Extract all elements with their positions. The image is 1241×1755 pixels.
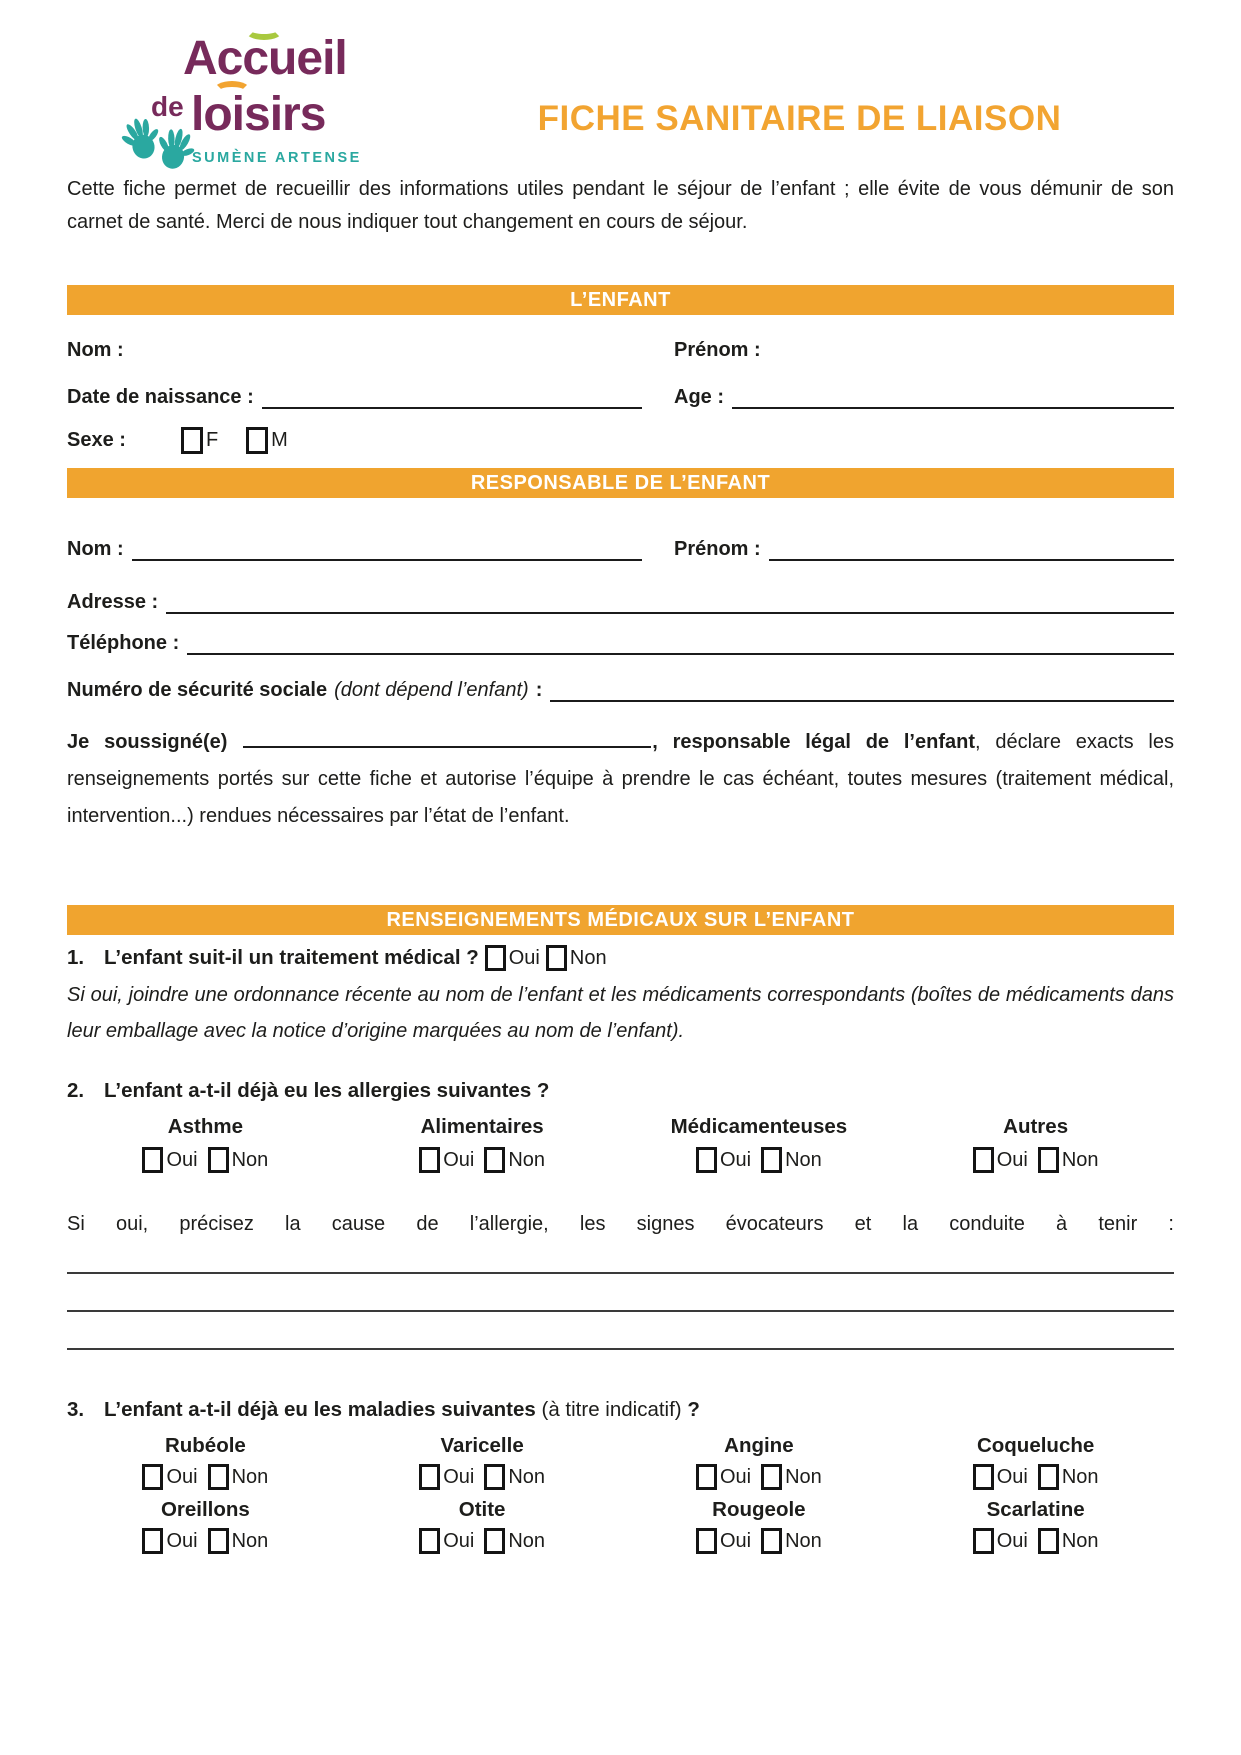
oui-label: Oui: [996, 1465, 1028, 1488]
non-label: Non: [508, 1148, 546, 1171]
maladie-header-varicelle: Varicelle: [440, 1434, 524, 1457]
logo-word-de: de: [151, 91, 184, 122]
oui-label: Oui: [166, 1465, 198, 1488]
q1-oui-checkbox[interactable]: [485, 945, 506, 971]
allergy-header-asthme: Asthme: [167, 1115, 243, 1138]
oui-label: Oui: [443, 1529, 475, 1552]
rubeole-oui-checkbox[interactable]: [142, 1464, 163, 1490]
question-2: [67, 1079, 1174, 1103]
allergy-header-alimentaires: Alimentaires: [420, 1115, 544, 1138]
row-enfant-nom-prenom: [67, 339, 1174, 362]
question-3-paren: (à titre indicatif): [541, 1398, 682, 1421]
medicamenteuses-non-checkbox[interactable]: [761, 1147, 782, 1173]
q1-non-label: Non: [569, 946, 607, 969]
hands-icon: [119, 109, 197, 173]
logo-word-loisirs: loisirs: [191, 88, 326, 141]
sexe-f-checkbox[interactable]: [181, 427, 203, 454]
varicelle-oui-checkbox[interactable]: [419, 1464, 440, 1490]
scarlatine-oui-checkbox[interactable]: [973, 1528, 994, 1554]
otite-oui-checkbox[interactable]: [419, 1528, 440, 1554]
maladie-header-rubeole: Rubéole: [164, 1434, 246, 1457]
non-label: Non: [231, 1529, 269, 1552]
allergy-header-medicamenteuses: Médicamenteuses: [670, 1115, 848, 1138]
responsable-nom-label: Nom :: [67, 538, 124, 560]
logo-subtitle: SUMÈNE ARTENSE: [192, 150, 362, 166]
responsable-telephone-input-line[interactable]: [187, 632, 1174, 655]
row-responsable-secu: [67, 679, 1174, 702]
non-label: Non: [231, 1148, 269, 1171]
soussigne-name-input-line[interactable]: [243, 746, 651, 748]
row-responsable-telephone: [67, 632, 1174, 655]
accueil-de-loisirs-logo: [125, 25, 425, 167]
maladies-header-row-2: [67, 1498, 1174, 1522]
responsable-adresse-label: Adresse :: [67, 591, 159, 613]
page-title: FICHE SANITAIRE DE LIAISON: [537, 99, 1062, 138]
oreillons-non-checkbox[interactable]: [208, 1528, 229, 1554]
non-label: Non: [785, 1148, 822, 1171]
question-1-text: L’enfant suit-il un traitement médical ?: [104, 946, 479, 969]
maladies-header-row-1: [67, 1434, 1174, 1458]
oui-label: Oui: [996, 1529, 1028, 1552]
oui-label: Oui: [166, 1529, 198, 1552]
allergy-details-line-1[interactable]: [67, 1272, 1174, 1274]
question-2-number: 2.: [67, 1079, 85, 1102]
oui-label: Oui: [719, 1465, 752, 1488]
oui-label: Oui: [166, 1148, 198, 1171]
enfant-nom-label: Nom :: [67, 339, 124, 361]
declaration-paragraph: [67, 724, 1174, 835]
oui-label: Oui: [719, 1529, 752, 1552]
maladies-checkbox-row-1: [67, 1464, 1174, 1490]
section-banner-medical: RENSEIGNEMENTS MÉDICAUX SUR L’ENFANT: [67, 905, 1174, 935]
otite-non-checkbox[interactable]: [484, 1528, 505, 1554]
coqueluche-oui-checkbox[interactable]: [973, 1464, 994, 1490]
question-1: [67, 945, 1174, 971]
enfant-age-label: Age :: [674, 386, 724, 408]
logo-green-breve-icon: [245, 21, 283, 40]
row-responsable-adresse: [67, 591, 1174, 614]
non-label: Non: [508, 1529, 546, 1552]
responsable-secu-note: (dont dépend l’enfant): [334, 679, 529, 701]
enfant-naissance-label: Date de naissance :: [67, 386, 254, 408]
soussigne-prefix: Je soussigné(e): [67, 731, 228, 753]
q1-non-checkbox[interactable]: [546, 945, 567, 971]
responsable-prenom-label: Prénom :: [674, 538, 761, 560]
asthme-oui-checkbox[interactable]: [142, 1147, 163, 1173]
enfant-age-input-line[interactable]: [732, 386, 1174, 409]
allergies-checkbox-row: [67, 1147, 1174, 1173]
rougeole-non-checkbox[interactable]: [761, 1528, 782, 1554]
allergy-header-autres: Autres: [1003, 1115, 1069, 1138]
row-enfant-sexe: [67, 427, 1174, 454]
alimentaires-oui-checkbox[interactable]: [419, 1147, 440, 1173]
soussigne-bold: , responsable légal de l’enfant: [652, 731, 975, 753]
section-banner-responsable: RESPONSABLE DE L’ENFANT: [67, 468, 1174, 498]
sexe-m-checkbox[interactable]: [246, 427, 268, 454]
question-2-text: L’enfant a-t-il déjà eu les allergies suivantes ?: [104, 1079, 550, 1102]
autres-non-checkbox[interactable]: [1038, 1147, 1059, 1173]
responsable-telephone-label: Téléphone :: [67, 632, 180, 654]
non-label: Non: [508, 1465, 546, 1488]
maladie-header-oreillons: Oreillons: [160, 1498, 250, 1521]
allergy-details-line-3[interactable]: [67, 1348, 1174, 1350]
responsable-secu-label: Numéro de sécurité sociale: [67, 679, 328, 701]
angine-oui-checkbox[interactable]: [696, 1464, 717, 1490]
enfant-sexe-label: Sexe :: [67, 429, 126, 451]
question-1-note: Si oui, joindre une ordonnance récente au nom de l’enfant et les médicaments correspondants (boîtes de médicaments dans leur emballage avec la notice d’origine marquées au nom de l’enfant).: [67, 984, 1174, 1042]
sexe-f-label: F: [205, 429, 219, 451]
oreillons-oui-checkbox[interactable]: [142, 1528, 163, 1554]
maladie-header-rougeole: Rougeole: [712, 1498, 806, 1521]
allergy-details-line-2[interactable]: [67, 1310, 1174, 1312]
maladie-header-coqueluche: Coqueluche: [976, 1434, 1095, 1457]
responsable-secu-colon: :: [535, 679, 543, 701]
intro-paragraph: Cette fiche permet de recueillir des informations utiles pendant le séjour de l’enfant ; elle évite de vous démunir de son carnet de santé. Merci de nous indiquer tout changement en cours de séjour.: [67, 178, 1174, 233]
maladie-header-otite: Otite: [458, 1498, 506, 1521]
logo-orange-arc-icon: [213, 81, 251, 101]
enfant-prenom-label: Prénom :: [674, 339, 761, 361]
alimentaires-non-checkbox[interactable]: [484, 1147, 505, 1173]
section-banner-enfant: L’ENFANT: [67, 285, 1174, 315]
maladies-checkbox-row-2: [67, 1528, 1174, 1554]
question-3-number: 3.: [67, 1398, 85, 1421]
non-label: Non: [785, 1465, 822, 1488]
angine-non-checkbox[interactable]: [761, 1464, 782, 1490]
row-responsable-nom-prenom: [67, 538, 1174, 561]
question-1-number: 1.: [67, 946, 85, 969]
maladie-header-scarlatine: Scarlatine: [986, 1498, 1085, 1521]
logo-word-accueil: Accueil: [183, 32, 347, 85]
question-3-text: L’enfant a-t-il déjà eu les maladies suivantes: [104, 1398, 536, 1421]
allergies-header-row: [67, 1115, 1174, 1139]
question-3-qmark: ?: [687, 1398, 700, 1421]
non-label: Non: [1061, 1465, 1099, 1488]
medicamenteuses-oui-checkbox[interactable]: [696, 1147, 717, 1173]
question-2-note: Si oui, précisez la cause de l’allergie, les signes évocateurs et la conduite à tenir :: [67, 1213, 1174, 1235]
non-label: Non: [1061, 1148, 1099, 1171]
soussigne-rest: , déclare exacts les renseignements portés sur cette fiche et autorise l’équipe à prendre le cas échéant, toutes mesures (traitement médical, intervention...) rendues nécessaires par l’état de l’enfant.: [67, 731, 1174, 827]
oui-label: Oui: [719, 1148, 752, 1171]
non-label: Non: [785, 1529, 822, 1552]
responsable-nom-input-line[interactable]: [132, 538, 642, 561]
asthme-non-checkbox[interactable]: [208, 1147, 229, 1173]
enfant-naissance-input-line[interactable]: [262, 386, 642, 409]
header: [67, 25, 1174, 167]
q1-oui-label: Oui: [508, 946, 540, 969]
rougeole-oui-checkbox[interactable]: [696, 1528, 717, 1554]
oui-label: Oui: [996, 1148, 1028, 1171]
non-label: Non: [1061, 1529, 1099, 1552]
autres-oui-checkbox[interactable]: [973, 1147, 994, 1173]
responsable-prenom-input-line[interactable]: [769, 538, 1174, 561]
rubeole-non-checkbox[interactable]: [208, 1464, 229, 1490]
scarlatine-non-checkbox[interactable]: [1038, 1528, 1059, 1554]
coqueluche-non-checkbox[interactable]: [1038, 1464, 1059, 1490]
responsable-secu-input-line[interactable]: [550, 679, 1174, 702]
oui-label: Oui: [443, 1465, 475, 1488]
varicelle-non-checkbox[interactable]: [484, 1464, 505, 1490]
oui-label: Oui: [443, 1148, 475, 1171]
sexe-m-label: M: [271, 429, 288, 451]
responsable-adresse-input-line[interactable]: [166, 591, 1174, 614]
non-label: Non: [231, 1465, 269, 1488]
question-3: [67, 1398, 1174, 1422]
row-enfant-naissance-age: [67, 386, 1174, 409]
maladie-header-angine: Angine: [724, 1434, 794, 1457]
